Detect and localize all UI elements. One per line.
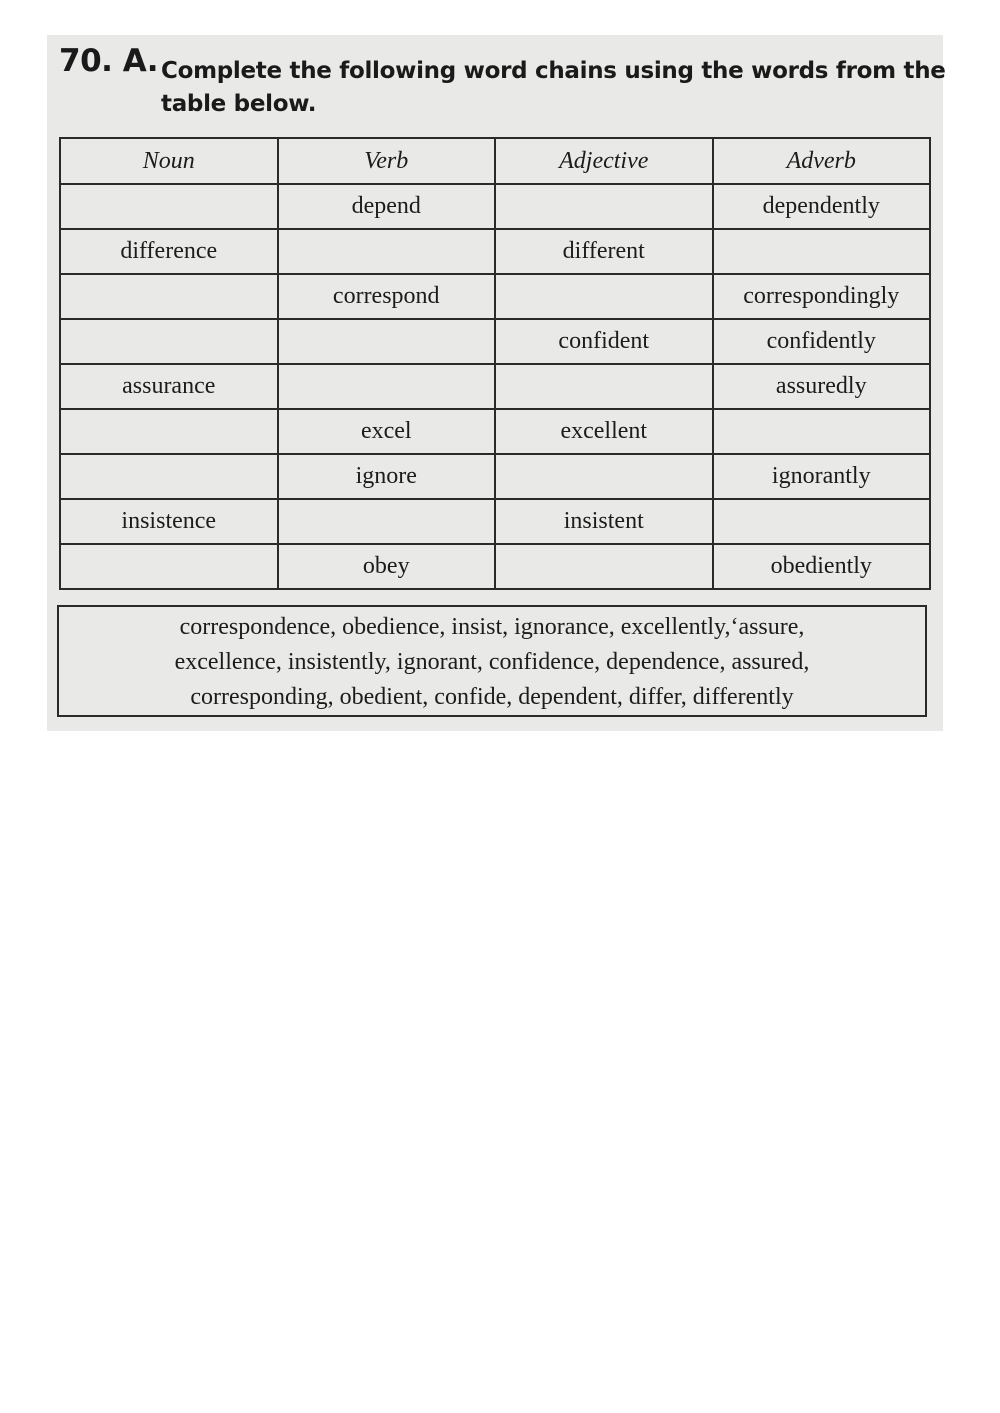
table-row: [60, 184, 930, 229]
header-verb: Verb: [278, 138, 496, 184]
cell-adjective: confident: [495, 319, 713, 364]
exercise-number: 70. A.: [59, 43, 159, 79]
cell-adverb: dependently: [713, 184, 931, 229]
table-row: [60, 454, 930, 499]
cell-adjective: insistent: [495, 499, 713, 544]
cell-verb: [278, 319, 496, 364]
table-row: [60, 544, 930, 589]
cell-adverb: confidently: [713, 319, 931, 364]
table-row: [60, 229, 930, 274]
cell-noun: insistence: [60, 499, 278, 544]
cell-verb: excel: [278, 409, 496, 454]
cell-adverb: [713, 409, 931, 454]
cell-verb: correspond: [278, 274, 496, 319]
cell-noun: difference: [60, 229, 278, 274]
cell-noun: [60, 409, 278, 454]
cell-adjective: [495, 454, 713, 499]
cell-verb: [278, 364, 496, 409]
cell-adverb: obediently: [713, 544, 931, 589]
word-forms-table: [59, 137, 931, 590]
cell-verb: obey: [278, 544, 496, 589]
header-noun: Noun: [60, 138, 278, 184]
header-adverb: Adverb: [713, 138, 931, 184]
cell-verb: [278, 499, 496, 544]
cell-noun: [60, 184, 278, 229]
cell-adjective: different: [495, 229, 713, 274]
cell-verb: depend: [278, 184, 496, 229]
word-bank-line-2: excellence, insistently, ignorant, confidence, dependence, assured,: [174, 649, 810, 675]
worksheet-scan: [47, 35, 946, 731]
cell-noun: [60, 319, 278, 364]
table-row: [60, 499, 930, 544]
cell-adjective: excellent: [495, 409, 713, 454]
cell-adjective: [495, 364, 713, 409]
cell-adverb: correspondingly: [713, 274, 931, 319]
cell-adverb: [713, 499, 931, 544]
cell-noun: assurance: [60, 364, 278, 409]
cell-noun: [60, 274, 278, 319]
cell-adverb: [713, 229, 931, 274]
cell-noun: [60, 454, 278, 499]
cell-adverb: assuredly: [713, 364, 931, 409]
table-row: [60, 409, 930, 454]
instruction-line-2: table below.: [161, 91, 317, 117]
cell-adjective: [495, 274, 713, 319]
header-adjective: Adjective: [495, 138, 713, 184]
instruction-line-1: Complete the following word chains using the words from the: [161, 58, 946, 84]
cell-noun: [60, 544, 278, 589]
word-bank-line-1: correspondence, obedience, insist, ignorance, excellently,ʻassure,: [179, 614, 805, 640]
table-row: [60, 274, 930, 319]
table-row: [60, 364, 930, 409]
exercise-instruction: [161, 55, 951, 121]
cell-adverb: ignorantly: [713, 454, 931, 499]
cell-adjective: [495, 544, 713, 589]
table-row: [60, 319, 930, 364]
cell-verb: ignore: [278, 454, 496, 499]
table-header-row: [60, 138, 930, 184]
cell-verb: [278, 229, 496, 274]
word-bank-box: [57, 605, 927, 717]
cell-adjective: [495, 184, 713, 229]
word-bank-line-3: corresponding, obedient, confide, dependent, differ, differently: [190, 684, 794, 710]
